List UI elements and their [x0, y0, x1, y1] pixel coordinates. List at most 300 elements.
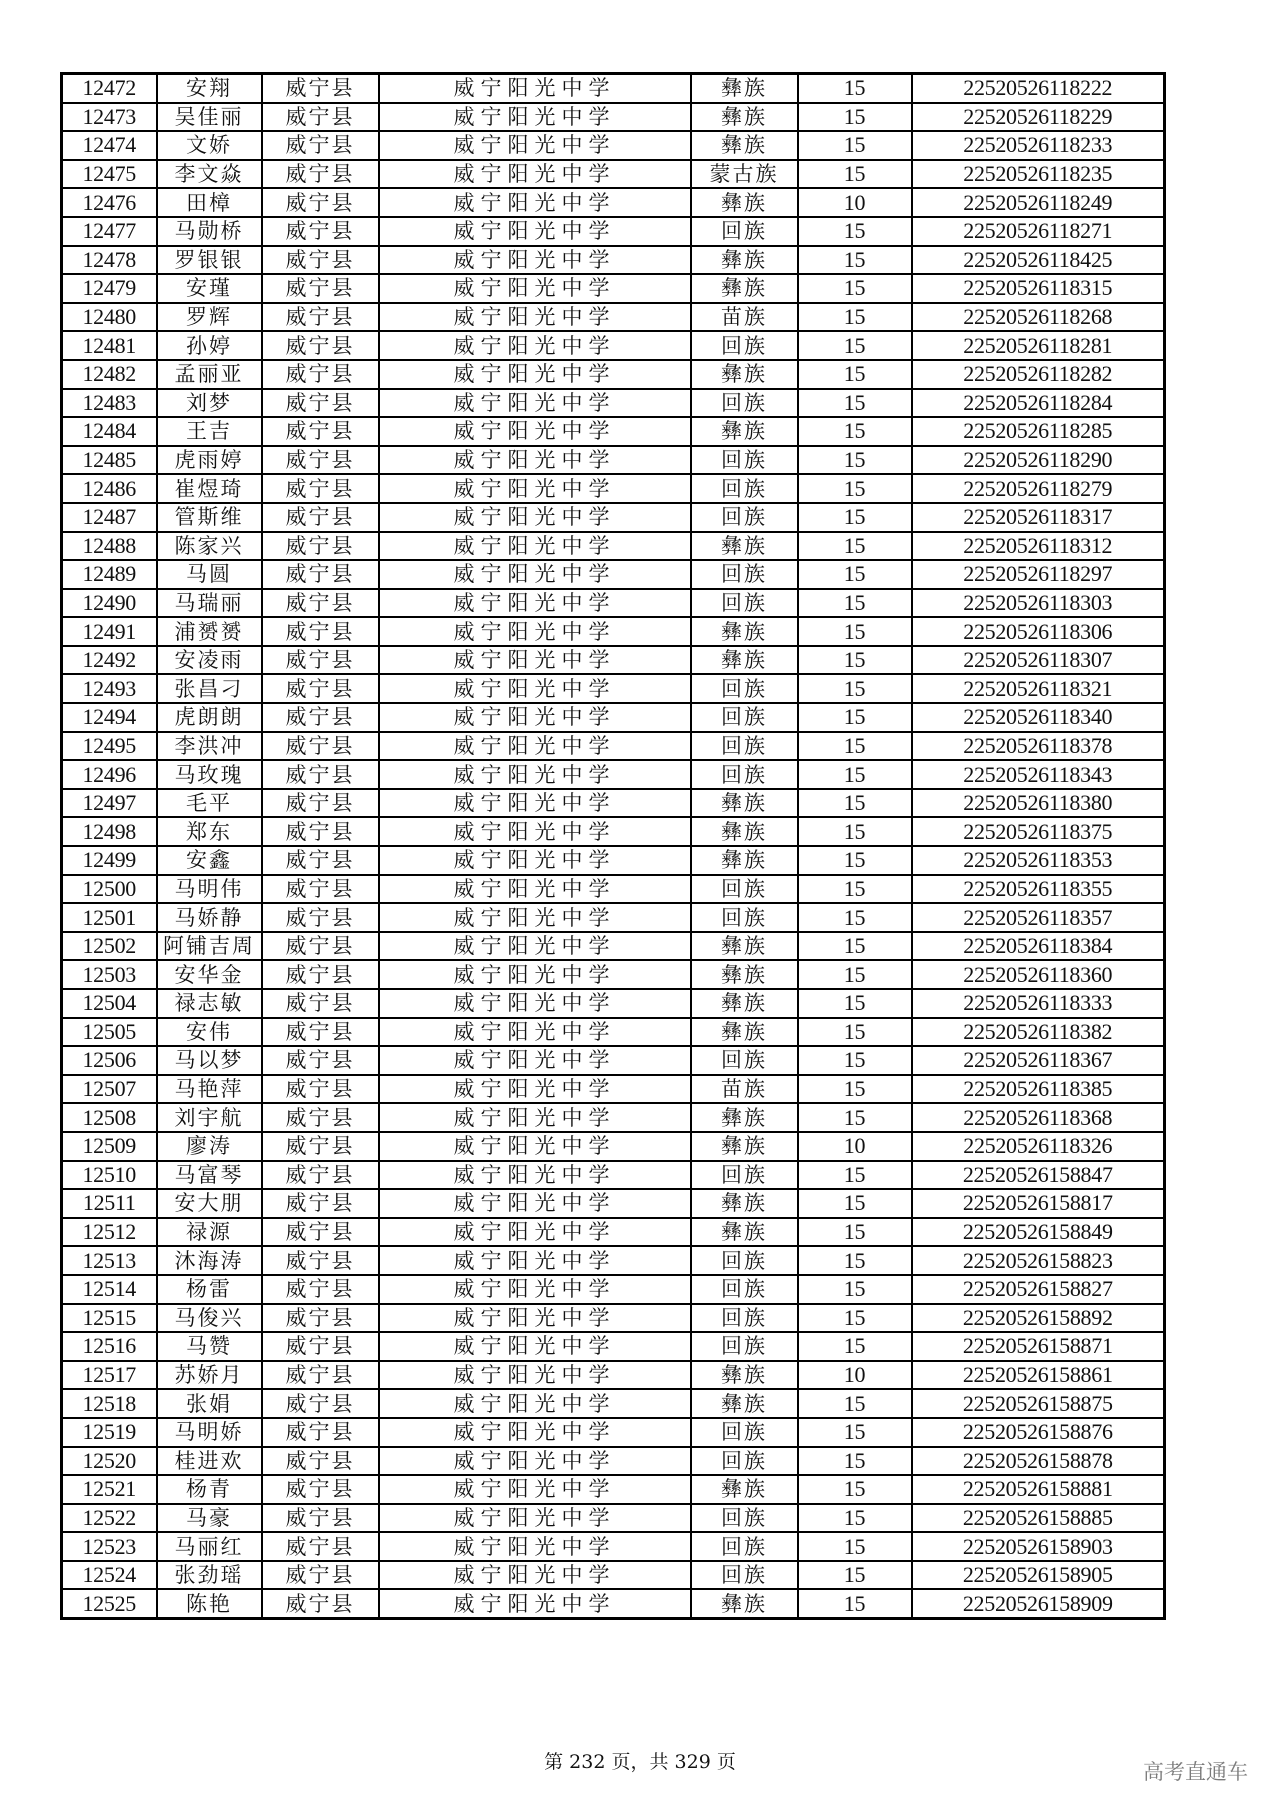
row-number-cell: 12496 — [62, 760, 157, 789]
name-cell: 马以梦 — [157, 1046, 262, 1075]
row-number-cell: 12509 — [62, 1132, 157, 1161]
bonus-points-cell: 15 — [798, 817, 912, 846]
school-cell: 威宁阳光中学 — [379, 589, 691, 618]
row-number-cell: 12518 — [62, 1389, 157, 1418]
table-row — [62, 617, 1165, 646]
school-cell: 威宁阳光中学 — [379, 1389, 691, 1418]
school-cell: 威宁阳光中学 — [379, 560, 691, 589]
row-number-cell: 12480 — [62, 303, 157, 332]
ethnicity-cell: 回族 — [691, 1304, 798, 1333]
county-cell: 威宁县 — [262, 1561, 379, 1590]
bonus-points-cell: 15 — [798, 1389, 912, 1418]
school-cell: 威宁阳光中学 — [379, 360, 691, 389]
candidate-id-cell: 22520526118312 — [912, 532, 1165, 561]
name-cell: 安瑾 — [157, 274, 262, 303]
name-cell: 陈家兴 — [157, 532, 262, 561]
name-cell: 安凌雨 — [157, 646, 262, 675]
county-cell: 威宁县 — [262, 1046, 379, 1075]
candidate-id-cell: 22520526118306 — [912, 617, 1165, 646]
ethnicity-cell: 回族 — [691, 1418, 798, 1447]
table-row — [62, 360, 1165, 389]
county-cell: 威宁县 — [262, 1389, 379, 1418]
ethnicity-cell: 彝族 — [691, 188, 798, 217]
name-cell: 陈艳 — [157, 1589, 262, 1618]
bonus-points-cell: 15 — [798, 1418, 912, 1447]
candidate-id-cell: 22520526158909 — [912, 1589, 1165, 1618]
ethnicity-cell: 彝族 — [691, 131, 798, 160]
county-cell: 威宁县 — [262, 1475, 379, 1504]
county-cell: 威宁县 — [262, 1218, 379, 1247]
school-cell: 威宁阳光中学 — [379, 274, 691, 303]
county-cell: 威宁县 — [262, 1361, 379, 1390]
name-cell: 郑东 — [157, 817, 262, 846]
school-cell: 威宁阳光中学 — [379, 646, 691, 675]
name-cell: 吴佳丽 — [157, 103, 262, 132]
bonus-points-cell: 15 — [798, 74, 912, 103]
bonus-points-cell: 15 — [798, 1332, 912, 1361]
ethnicity-cell: 回族 — [691, 732, 798, 761]
name-cell: 浦赟赟 — [157, 617, 262, 646]
table-row — [62, 131, 1165, 160]
school-cell: 威宁阳光中学 — [379, 1361, 691, 1390]
county-cell: 威宁县 — [262, 217, 379, 246]
candidate-id-cell: 22520526158861 — [912, 1361, 1165, 1390]
row-number-cell: 12493 — [62, 674, 157, 703]
bonus-points-cell: 15 — [798, 589, 912, 618]
school-cell: 威宁阳光中学 — [379, 103, 691, 132]
table-row — [62, 1561, 1165, 1590]
name-cell: 禄志敏 — [157, 989, 262, 1018]
name-cell: 王吉 — [157, 417, 262, 446]
name-cell: 马艳萍 — [157, 1075, 262, 1104]
name-cell: 安鑫 — [157, 846, 262, 875]
name-cell: 马丽红 — [157, 1532, 262, 1561]
row-number-cell: 12484 — [62, 417, 157, 446]
school-cell: 威宁阳光中学 — [379, 1589, 691, 1618]
county-cell: 威宁县 — [262, 246, 379, 275]
ethnicity-cell: 彝族 — [691, 617, 798, 646]
bonus-points-cell: 15 — [798, 1475, 912, 1504]
name-cell: 马明娇 — [157, 1418, 262, 1447]
county-cell: 威宁县 — [262, 160, 379, 189]
county-cell: 威宁县 — [262, 74, 379, 103]
name-cell: 马玫瑰 — [157, 760, 262, 789]
candidate-id-cell: 22520526158881 — [912, 1475, 1165, 1504]
ethnicity-cell: 彝族 — [691, 103, 798, 132]
row-number-cell: 12497 — [62, 789, 157, 818]
ethnicity-cell: 苗族 — [691, 1075, 798, 1104]
candidate-id-cell: 22520526118333 — [912, 989, 1165, 1018]
bonus-points-cell: 15 — [798, 1304, 912, 1333]
candidate-id-cell: 22520526118271 — [912, 217, 1165, 246]
table-row — [62, 760, 1165, 789]
county-cell: 威宁县 — [262, 274, 379, 303]
bonus-points-cell: 15 — [798, 217, 912, 246]
table-row — [62, 188, 1165, 217]
bonus-points-cell: 15 — [798, 1532, 912, 1561]
bonus-points-cell: 15 — [798, 903, 912, 932]
county-cell: 威宁县 — [262, 989, 379, 1018]
name-cell: 马勋桥 — [157, 217, 262, 246]
name-cell: 李洪冲 — [157, 732, 262, 761]
row-number-cell: 12488 — [62, 532, 157, 561]
table-row — [62, 331, 1165, 360]
county-cell: 威宁县 — [262, 903, 379, 932]
table-row — [62, 732, 1165, 761]
name-cell: 马豪 — [157, 1504, 262, 1533]
name-cell: 沐海涛 — [157, 1246, 262, 1275]
bonus-points-cell: 15 — [798, 703, 912, 732]
row-number-cell: 12519 — [62, 1418, 157, 1447]
table-row — [62, 560, 1165, 589]
table-row — [62, 1046, 1165, 1075]
table-row — [62, 1361, 1165, 1390]
school-cell: 威宁阳光中学 — [379, 417, 691, 446]
school-cell: 威宁阳光中学 — [379, 674, 691, 703]
bonus-points-cell: 15 — [798, 274, 912, 303]
county-cell: 威宁县 — [262, 1246, 379, 1275]
table-row — [62, 1332, 1165, 1361]
school-cell: 威宁阳光中学 — [379, 446, 691, 475]
county-cell: 威宁县 — [262, 131, 379, 160]
name-cell: 张娟 — [157, 1389, 262, 1418]
ethnicity-cell: 回族 — [691, 1447, 798, 1476]
candidate-id-cell: 22520526158817 — [912, 1189, 1165, 1218]
ethnicity-cell: 彝族 — [691, 532, 798, 561]
bonus-points-cell: 15 — [798, 160, 912, 189]
ethnicity-cell: 回族 — [691, 1246, 798, 1275]
name-cell: 张劲瑶 — [157, 1561, 262, 1590]
bonus-points-cell: 15 — [798, 1189, 912, 1218]
row-number-cell: 12521 — [62, 1475, 157, 1504]
table-row — [62, 1447, 1165, 1476]
candidate-id-cell: 22520526118268 — [912, 303, 1165, 332]
roster-table-body — [62, 74, 1165, 1619]
row-number-cell: 12489 — [62, 560, 157, 589]
table-row — [62, 217, 1165, 246]
candidate-id-cell: 22520526118249 — [912, 188, 1165, 217]
ethnicity-cell: 回族 — [691, 875, 798, 904]
school-cell: 威宁阳光中学 — [379, 817, 691, 846]
bonus-points-cell: 15 — [798, 303, 912, 332]
ethnicity-cell: 回族 — [691, 503, 798, 532]
county-cell: 威宁县 — [262, 188, 379, 217]
school-cell: 威宁阳光中学 — [379, 617, 691, 646]
candidate-id-cell: 22520526118285 — [912, 417, 1165, 446]
county-cell: 威宁县 — [262, 1447, 379, 1476]
row-number-cell: 12510 — [62, 1161, 157, 1190]
name-cell: 马瑞丽 — [157, 589, 262, 618]
bonus-points-cell: 15 — [798, 1103, 912, 1132]
row-number-cell: 12512 — [62, 1218, 157, 1247]
county-cell: 威宁县 — [262, 932, 379, 961]
bonus-points-cell: 15 — [798, 446, 912, 475]
county-cell: 威宁县 — [262, 446, 379, 475]
school-cell: 威宁阳光中学 — [379, 846, 691, 875]
name-cell: 廖涛 — [157, 1132, 262, 1161]
ethnicity-cell: 回族 — [691, 903, 798, 932]
table-row — [62, 903, 1165, 932]
name-cell: 马明伟 — [157, 875, 262, 904]
ethnicity-cell: 彝族 — [691, 1103, 798, 1132]
bonus-points-cell: 15 — [798, 246, 912, 275]
roster-table — [60, 72, 1166, 1620]
row-number-cell: 12485 — [62, 446, 157, 475]
county-cell: 威宁县 — [262, 417, 379, 446]
bonus-points-cell: 15 — [798, 103, 912, 132]
row-number-cell: 12491 — [62, 617, 157, 646]
bonus-points-cell: 15 — [798, 1018, 912, 1047]
bonus-points-cell: 15 — [798, 1589, 912, 1618]
ethnicity-cell: 蒙古族 — [691, 160, 798, 189]
bonus-points-cell: 15 — [798, 1504, 912, 1533]
ethnicity-cell: 彝族 — [691, 1475, 798, 1504]
county-cell: 威宁县 — [262, 1504, 379, 1533]
candidate-id-cell: 22520526118375 — [912, 817, 1165, 846]
candidate-id-cell: 22520526118321 — [912, 674, 1165, 703]
row-number-cell: 12500 — [62, 875, 157, 904]
school-cell: 威宁阳光中学 — [379, 303, 691, 332]
candidate-id-cell: 22520526118385 — [912, 1075, 1165, 1104]
table-row — [62, 1218, 1165, 1247]
name-cell: 安伟 — [157, 1018, 262, 1047]
table-row — [62, 1418, 1165, 1447]
name-cell: 孟丽亚 — [157, 360, 262, 389]
bonus-points-cell: 15 — [798, 674, 912, 703]
county-cell: 威宁县 — [262, 589, 379, 618]
candidate-id-cell: 22520526118382 — [912, 1018, 1165, 1047]
candidate-id-cell: 22520526158892 — [912, 1304, 1165, 1333]
candidate-id-cell: 22520526118384 — [912, 932, 1165, 961]
candidate-id-cell: 22520526118425 — [912, 246, 1165, 275]
school-cell: 威宁阳光中学 — [379, 474, 691, 503]
table-row — [62, 1504, 1165, 1533]
candidate-id-cell: 22520526118282 — [912, 360, 1165, 389]
school-cell: 威宁阳光中学 — [379, 503, 691, 532]
school-cell: 威宁阳光中学 — [379, 732, 691, 761]
school-cell: 威宁阳光中学 — [379, 1046, 691, 1075]
school-cell: 威宁阳光中学 — [379, 1418, 691, 1447]
ethnicity-cell: 彝族 — [691, 646, 798, 675]
row-number-cell: 12525 — [62, 1589, 157, 1618]
bonus-points-cell: 15 — [798, 1075, 912, 1104]
bonus-points-cell: 15 — [798, 1218, 912, 1247]
ethnicity-cell: 彝族 — [691, 1132, 798, 1161]
name-cell: 崔煜琦 — [157, 474, 262, 503]
table-row — [62, 74, 1165, 103]
name-cell: 虎雨婷 — [157, 446, 262, 475]
row-number-cell: 12517 — [62, 1361, 157, 1390]
table-row — [62, 1532, 1165, 1561]
table-row — [62, 274, 1165, 303]
school-cell: 威宁阳光中学 — [379, 1075, 691, 1104]
name-cell: 文娇 — [157, 131, 262, 160]
bonus-points-cell: 15 — [798, 1275, 912, 1304]
county-cell: 威宁县 — [262, 1189, 379, 1218]
candidate-id-cell: 22520526158875 — [912, 1389, 1165, 1418]
name-cell: 张昌刁 — [157, 674, 262, 703]
table-row — [62, 1275, 1165, 1304]
school-cell: 威宁阳光中学 — [379, 217, 691, 246]
county-cell: 威宁县 — [262, 674, 379, 703]
row-number-cell: 12508 — [62, 1103, 157, 1132]
school-cell: 威宁阳光中学 — [379, 1475, 691, 1504]
roster-table-container — [60, 72, 1166, 1620]
ethnicity-cell: 回族 — [691, 1332, 798, 1361]
county-cell: 威宁县 — [262, 1304, 379, 1333]
row-number-cell: 12482 — [62, 360, 157, 389]
school-cell: 威宁阳光中学 — [379, 389, 691, 418]
table-row — [62, 389, 1165, 418]
candidate-id-cell: 22520526118368 — [912, 1103, 1165, 1132]
row-number-cell: 12499 — [62, 846, 157, 875]
ethnicity-cell: 彝族 — [691, 1018, 798, 1047]
row-number-cell: 12506 — [62, 1046, 157, 1075]
name-cell: 苏娇月 — [157, 1361, 262, 1390]
candidate-id-cell: 22520526118307 — [912, 646, 1165, 675]
county-cell: 威宁县 — [262, 1275, 379, 1304]
candidate-id-cell: 22520526118284 — [912, 389, 1165, 418]
ethnicity-cell: 回族 — [691, 674, 798, 703]
name-cell: 李文焱 — [157, 160, 262, 189]
name-cell: 田樟 — [157, 188, 262, 217]
ethnicity-cell: 回族 — [691, 760, 798, 789]
school-cell: 威宁阳光中学 — [379, 1246, 691, 1275]
table-row — [62, 1475, 1165, 1504]
county-cell: 威宁县 — [262, 1018, 379, 1047]
county-cell: 威宁县 — [262, 303, 379, 332]
school-cell: 威宁阳光中学 — [379, 532, 691, 561]
school-cell: 威宁阳光中学 — [379, 703, 691, 732]
ethnicity-cell: 彝族 — [691, 274, 798, 303]
candidate-id-cell: 22520526158827 — [912, 1275, 1165, 1304]
ethnicity-cell: 彝族 — [691, 932, 798, 961]
table-row — [62, 1161, 1165, 1190]
bonus-points-cell: 15 — [798, 417, 912, 446]
row-number-cell: 12487 — [62, 503, 157, 532]
name-cell: 罗银银 — [157, 246, 262, 275]
candidate-id-cell: 22520526158823 — [912, 1246, 1165, 1275]
bonus-points-cell: 10 — [798, 1361, 912, 1390]
candidate-id-cell: 22520526118378 — [912, 732, 1165, 761]
school-cell: 威宁阳光中学 — [379, 1132, 691, 1161]
county-cell: 威宁县 — [262, 103, 379, 132]
ethnicity-cell: 彝族 — [691, 1589, 798, 1618]
county-cell: 威宁县 — [262, 1332, 379, 1361]
ethnicity-cell: 回族 — [691, 446, 798, 475]
row-number-cell: 12505 — [62, 1018, 157, 1047]
ethnicity-cell: 彝族 — [691, 817, 798, 846]
county-cell: 威宁县 — [262, 732, 379, 761]
candidate-id-cell: 22520526118340 — [912, 703, 1165, 732]
name-cell: 桂进欢 — [157, 1447, 262, 1476]
school-cell: 威宁阳光中学 — [379, 1275, 691, 1304]
bonus-points-cell: 15 — [798, 331, 912, 360]
candidate-id-cell: 22520526118279 — [912, 474, 1165, 503]
school-cell: 威宁阳光中学 — [379, 1561, 691, 1590]
county-cell: 威宁县 — [262, 875, 379, 904]
ethnicity-cell: 回族 — [691, 389, 798, 418]
row-number-cell: 12483 — [62, 389, 157, 418]
table-row — [62, 417, 1165, 446]
table-row — [62, 1189, 1165, 1218]
county-cell: 威宁县 — [262, 1589, 379, 1618]
row-number-cell: 12476 — [62, 188, 157, 217]
bonus-points-cell: 15 — [798, 1561, 912, 1590]
table-row — [62, 646, 1165, 675]
school-cell: 威宁阳光中学 — [379, 875, 691, 904]
row-number-cell: 12511 — [62, 1189, 157, 1218]
table-row — [62, 1589, 1165, 1618]
school-cell: 威宁阳光中学 — [379, 188, 691, 217]
county-cell: 威宁县 — [262, 1075, 379, 1104]
table-row — [62, 503, 1165, 532]
row-number-cell: 12504 — [62, 989, 157, 1018]
name-cell: 杨雷 — [157, 1275, 262, 1304]
bonus-points-cell: 15 — [798, 474, 912, 503]
name-cell: 马赞 — [157, 1332, 262, 1361]
row-number-cell: 12486 — [62, 474, 157, 503]
school-cell: 威宁阳光中学 — [379, 903, 691, 932]
candidate-id-cell: 22520526118326 — [912, 1132, 1165, 1161]
candidate-id-cell: 22520526118222 — [912, 74, 1165, 103]
table-row — [62, 446, 1165, 475]
row-number-cell: 12502 — [62, 932, 157, 961]
watermark: 高考直通车 — [1143, 1760, 1248, 1784]
bonus-points-cell: 15 — [798, 646, 912, 675]
bonus-points-cell: 15 — [798, 1246, 912, 1275]
ethnicity-cell: 彝族 — [691, 246, 798, 275]
bonus-points-cell: 15 — [798, 760, 912, 789]
table-row — [62, 303, 1165, 332]
bonus-points-cell: 10 — [798, 188, 912, 217]
ethnicity-cell: 回族 — [691, 331, 798, 360]
ethnicity-cell: 彝族 — [691, 846, 798, 875]
page-number-label: 第 232 页，共 329 页 — [544, 1751, 736, 1773]
ethnicity-cell: 彝族 — [691, 1361, 798, 1390]
bonus-points-cell: 15 — [798, 360, 912, 389]
row-number-cell: 12516 — [62, 1332, 157, 1361]
row-number-cell: 12494 — [62, 703, 157, 732]
table-row — [62, 932, 1165, 961]
row-number-cell: 12477 — [62, 217, 157, 246]
candidate-id-cell: 22520526118315 — [912, 274, 1165, 303]
row-number-cell: 12513 — [62, 1246, 157, 1275]
candidate-id-cell: 22520526118357 — [912, 903, 1165, 932]
row-number-cell: 12524 — [62, 1561, 157, 1590]
row-number-cell: 12478 — [62, 246, 157, 275]
candidate-id-cell: 22520526118303 — [912, 589, 1165, 618]
ethnicity-cell: 回族 — [691, 703, 798, 732]
table-row — [62, 960, 1165, 989]
table-row — [62, 817, 1165, 846]
row-number-cell: 12522 — [62, 1504, 157, 1533]
candidate-id-cell: 22520526118353 — [912, 846, 1165, 875]
candidate-id-cell: 22520526118229 — [912, 103, 1165, 132]
bonus-points-cell: 15 — [798, 617, 912, 646]
ethnicity-cell: 回族 — [691, 1532, 798, 1561]
county-cell: 威宁县 — [262, 760, 379, 789]
candidate-id-cell: 22520526158905 — [912, 1561, 1165, 1590]
candidate-id-cell: 22520526118355 — [912, 875, 1165, 904]
ethnicity-cell: 回族 — [691, 560, 798, 589]
row-number-cell: 12481 — [62, 331, 157, 360]
bonus-points-cell: 15 — [798, 789, 912, 818]
county-cell: 威宁县 — [262, 1161, 379, 1190]
table-row — [62, 1246, 1165, 1275]
ethnicity-cell: 回族 — [691, 217, 798, 246]
school-cell: 威宁阳光中学 — [379, 1504, 691, 1533]
